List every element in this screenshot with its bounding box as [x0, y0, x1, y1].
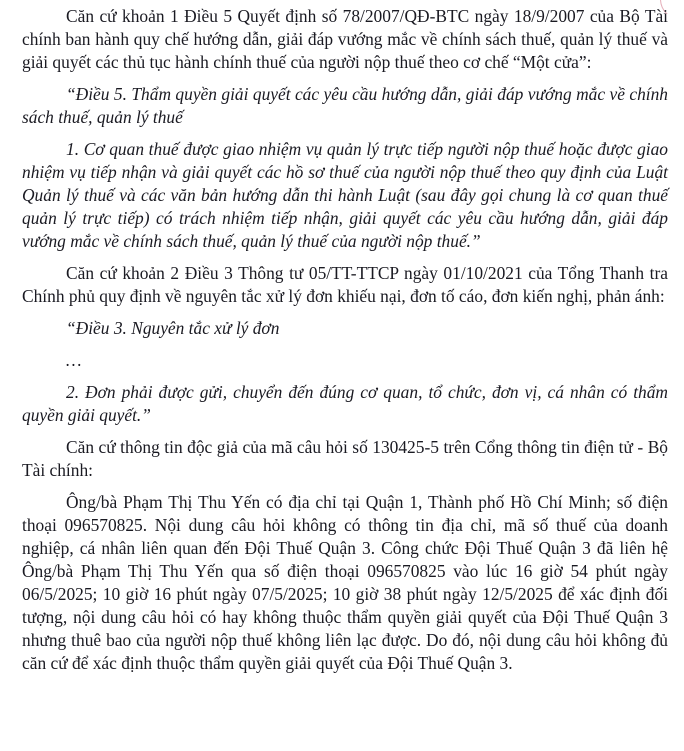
paragraph-reader-info: Căn cứ thông tin độc giả của mã câu hỏi số 130425-5 trên Cổng thông tin điện tử - Bộ Tài chính: [22, 437, 668, 480]
paragraph-legal-basis-2: Căn cứ khoản 2 Điều 3 Thông tư 05/TT-TTCP ngày 01/10/2021 của Tổng Thanh tra Chính phủ quy định về nguyên tắc xử lý đơn khiếu nại, đơn tố cáo, đơn kiến nghị, phản ánh: [22, 263, 668, 306]
quote-article-3-title: “Điều 3. Nguyên tắc xử lý đơn [66, 318, 280, 338]
quote-article-3-clause-2: 2. Đơn phải được gửi, chuyển đến đúng cơ quan, tổ chức, đơn vị, cá nhân có thẩm quyền giải quyết.” [22, 382, 668, 425]
quote-article-5-clause-1: 1. Cơ quan thuế được giao nhiệm vụ quản lý trực tiếp người nộp thuế hoặc được giao nhiệm vụ tiếp nhận và giải quyết các hồ sơ thuế của người nộp thuế theo quy định của Luật Quản lý thuế và các văn bản hướng dẫn thi hành Luật (sau đây gọi chung là cơ quan thuế quản lý trực tiếp) có trách nhiệm tiếp nhận, giải quyết các yêu cầu hướng dẫn, giải đáp vướng mắc về chính sách thuế, quản lý thuế của người nộp thuế.” [22, 139, 668, 251]
paragraph-case-details: Ông/bà Phạm Thị Thu Yến có địa chỉ tại Quận 1, Thành phố Hồ Chí Minh; số điện thoại 096570825. Nội dung câu hỏi không có thông tin địa chỉ, mã số thuế của doanh nghiệp, cá nhân liên quan đến Đội Thuế Quận 3. Công chức Đội Thuế Quận 3 đã liên hệ Ông/bà Phạm Thị Thu Yến qua số điện thoại 096570825 vào lúc 16 giờ 54 phút ngày 06/5/2025; 10 giờ 16 phút ngày 07/5/2025; 10 giờ 38 phút ngày 12/5/2025 để xác định đối tượng, nội dung câu hỏi có hay không thuộc thẩm quyền giải quyết của Đội Thuế Quận 3 nhưng thuê bao của người nộp thuế không liên lạc được. Do đó, nội dung câu hỏi không đủ căn cứ để xác định thuộc thẩm quyền giải quyết của Đội Thuế Quận 3. [22, 492, 668, 673]
quote-ellipsis: … [66, 350, 82, 370]
document-body [22, 5, 668, 675]
paragraph-legal-basis-1: Căn cứ khoản 1 Điều 5 Quyết định số 78/2007/QĐ-BTC ngày 18/9/2007 của Bộ Tài chính ban hành quy chế hướng dẫn, giải đáp vướng mắc về chính sách thuế, quản lý thuế và giải quyết các thủ tục hành chính thuế của người nộp thuế theo cơ chế “Một cửa”: [22, 6, 668, 72]
quote-article-5-title: “Điều 5. Thẩm quyền giải quyết các yêu cầu hướng dẫn, giải đáp vướng mắc về chính sách thuế, quản lý thuế [22, 84, 668, 127]
